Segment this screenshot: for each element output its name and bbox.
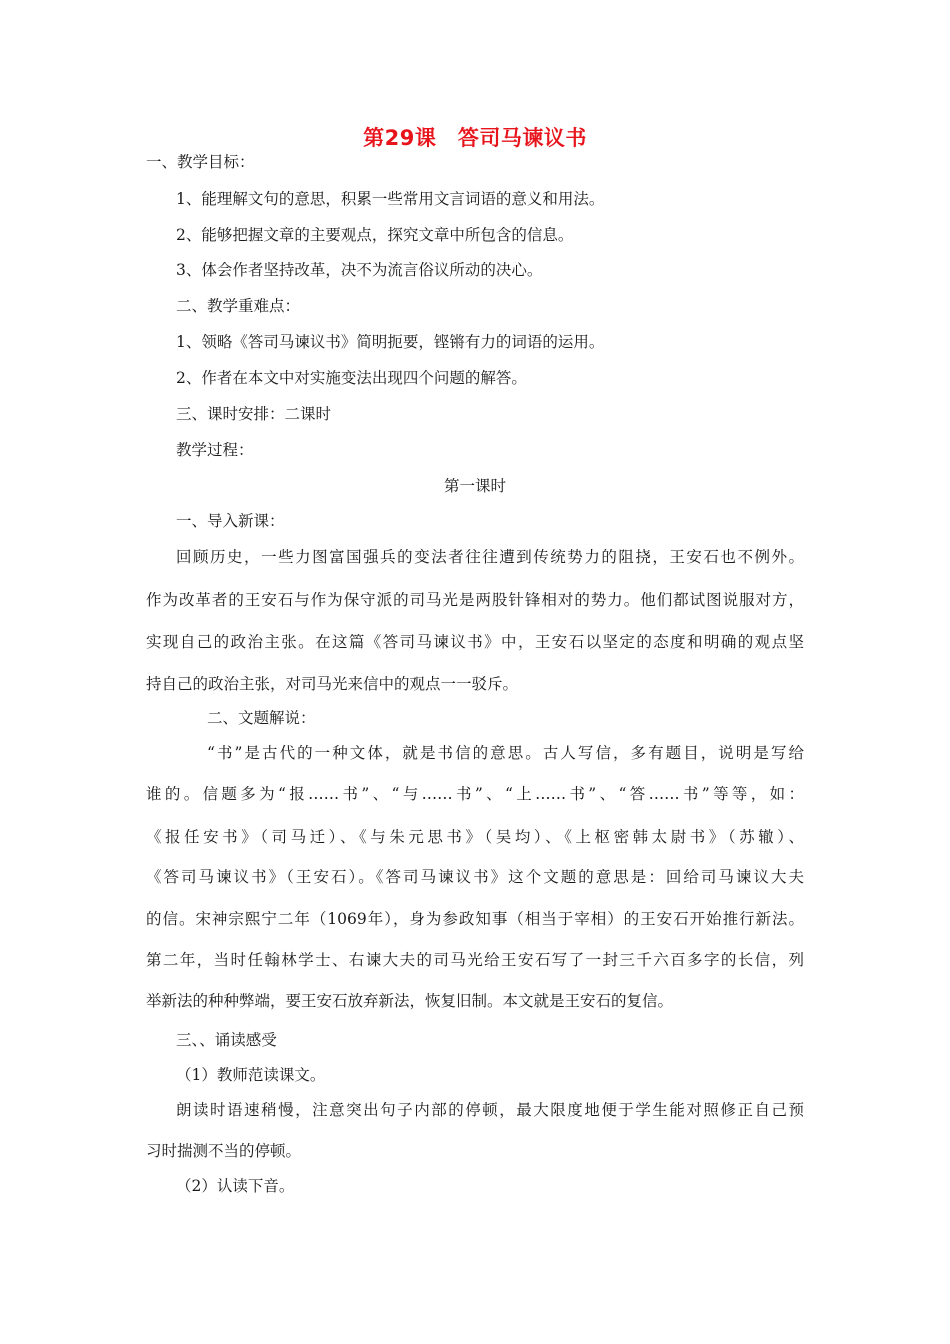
key-point-item: 1、领略《答司马谏议书》简明扼要，铿锵有力的词语的运用。 — [176, 333, 605, 351]
intro-heading: 一、导入新课： — [176, 512, 285, 530]
title-explain-line: 《答司马谏议书》（王安石）。《答司马谏议书》这个文题的意思是：回给司马谏议大夫 — [146, 868, 804, 886]
reading-step-2: （2）认读下音。 — [176, 1177, 295, 1195]
schedule-line: 三、课时安排：二课时 — [176, 405, 332, 423]
objective-item: 3、体会作者坚持改革，决不为流言俗议所动的决心。 — [176, 261, 543, 279]
process-heading: 教学过程： — [176, 441, 254, 459]
title-explain-line: 的信。宋神宗熙宁二年（1069年），身为参政知事（相当于宰相）的王安石开始推行新法。 — [146, 910, 804, 928]
objectives-heading: 一、教学目标： — [146, 153, 255, 171]
reading-step-1: （1）教师范读课文。 — [176, 1066, 326, 1084]
lesson-one-heading: 第一课时 — [443, 477, 506, 495]
title-explain-line: 第二年，当时任翰林学士、右谏大夫的司马光给王安石写了一封三千六百多字的长信，列 — [146, 951, 804, 969]
key-points-heading: 二、教学重难点： — [176, 297, 301, 315]
reading-step-1-line: 朗读时语速稍慢，注意突出句子内部的停顿，最大限度地便于学生能对照修正自己预 — [176, 1101, 804, 1119]
reading-step-1-line: 习时揣测不当的停顿。 — [146, 1142, 302, 1160]
title-explain-line: 《报任安书》（司马迁）、《与朱元思书》（吴均）、《上枢密韩太尉书》（苏辙）、 — [146, 828, 804, 846]
intro-paragraph-line: 实现自己的政治主张。在这篇《答司马谏议书》中，王安石以坚定的态度和明确的观点坚 — [146, 633, 804, 651]
reading-heading: 三、、诵读感受 — [176, 1031, 277, 1049]
title-explain-line: “书”是古代的一种文体，就是书信的意思。古人写信，多有题目，说明是写给 — [207, 744, 804, 762]
lesson-title: 第29课 答司马谏议书 — [363, 126, 587, 150]
objective-item: 2、能够把握文章的主要观点，探究文章中所包含的信息。 — [176, 226, 574, 244]
title-explain-heading: 二、文题解说： — [207, 709, 316, 727]
key-point-item: 2、作者在本文中对实施变法出现四个问题的解答。 — [176, 369, 527, 387]
title-explain-line: 举新法的种种弊端，要王安石放弃新法，恢复旧制。本文就是王安石的复信。 — [146, 992, 674, 1010]
intro-paragraph-line: 作为改革者的王安石与作为保守派的司马光是两股针锋相对的势力。他们都试图说服对方， — [146, 591, 804, 609]
objective-item: 1、能理解文句的意思，积累一些常用文言词语的意义和用法。 — [176, 190, 605, 208]
title-explain-line: 谁的。信题多为“报……书”、“与……书”、“上……书”、“答……书”等等，如： — [146, 785, 804, 803]
intro-paragraph-line: 回顾历史，一些力图富国强兵的变法者往往遭到传统势力的阻挠，王安石也不例外。 — [176, 548, 804, 566]
intro-paragraph-line: 持自己的政治主张，对司马光来信中的观点一一驳斥。 — [146, 675, 519, 693]
